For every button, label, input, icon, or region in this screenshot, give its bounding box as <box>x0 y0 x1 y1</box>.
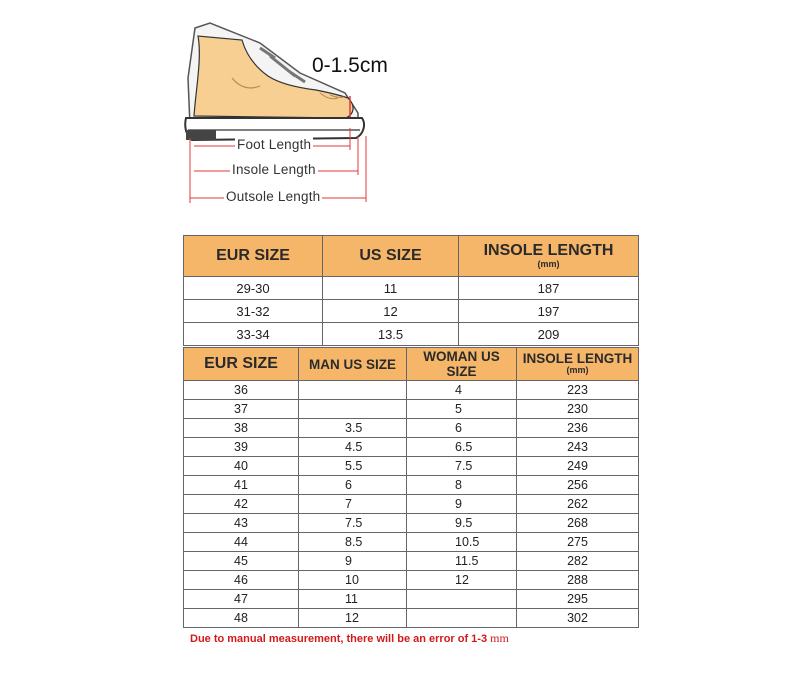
kids-size-table <box>183 235 639 346</box>
man-us-cell: 3.5 <box>299 419 407 438</box>
eur-cell: 45 <box>184 552 299 571</box>
woman-us-cell: 6 <box>407 419 517 438</box>
woman-us-cell: 4 <box>407 381 517 400</box>
table-row <box>184 381 639 400</box>
foot-in-shoe-icon <box>150 18 450 218</box>
us-size-header: US SIZE <box>323 236 459 277</box>
insole-cell: 187 <box>459 277 639 300</box>
man-us-cell: 7 <box>299 495 407 514</box>
woman-us-cell: 9 <box>407 495 517 514</box>
us-cell: 11 <box>323 277 459 300</box>
us-cell: 13.5 <box>323 323 459 346</box>
measurement-note <box>190 631 509 646</box>
eur-cell: 47 <box>184 590 299 609</box>
man-us-cell: 7.5 <box>299 514 407 533</box>
eur-cell: 40 <box>184 457 299 476</box>
man-us-cell <box>299 381 407 400</box>
eur-cell: 37 <box>184 400 299 419</box>
man-us-cell: 6 <box>299 476 407 495</box>
woman-us-cell: 12 <box>407 571 517 590</box>
table-row <box>184 609 639 628</box>
shoe-illustration <box>150 18 450 218</box>
kids-header-row <box>184 236 639 277</box>
eur-cell: 41 <box>184 476 299 495</box>
man-us-cell: 5.5 <box>299 457 407 476</box>
table-row <box>184 419 639 438</box>
eur-size-header: EUR SIZE <box>184 348 299 381</box>
insole-cell: 275 <box>517 533 639 552</box>
man-us-cell: 10 <box>299 571 407 590</box>
insole-cell: 230 <box>517 400 639 419</box>
woman-us-cell <box>407 609 517 628</box>
man-us-cell: 9 <box>299 552 407 571</box>
table-row <box>184 323 639 346</box>
measurement-note-unit: mm <box>490 631 509 645</box>
table-row <box>184 495 639 514</box>
table-row <box>184 552 639 571</box>
man-us-cell: 4.5 <box>299 438 407 457</box>
eur-cell: 39 <box>184 438 299 457</box>
man-us-cell <box>299 400 407 419</box>
insole-cell: 223 <box>517 381 639 400</box>
us-cell: 12 <box>323 300 459 323</box>
insole-cell: 295 <box>517 590 639 609</box>
table-row <box>184 300 639 323</box>
table-row <box>184 514 639 533</box>
eur-cell: 48 <box>184 609 299 628</box>
eur-cell: 44 <box>184 533 299 552</box>
eur-cell: 29-30 <box>184 277 323 300</box>
insole-length-title: INSOLE LENGTH <box>522 351 633 367</box>
eur-cell: 46 <box>184 571 299 590</box>
insole-cell: 262 <box>517 495 639 514</box>
table-row <box>184 590 639 609</box>
table-row <box>184 277 639 300</box>
insole-length-label: Insole Length <box>232 162 316 177</box>
man-us-cell: 12 <box>299 609 407 628</box>
eur-cell: 31-32 <box>184 300 323 323</box>
eur-size-header: EUR SIZE <box>184 236 323 277</box>
measurement-note-text: Due to manual measurement, there will be an error of 1-3 <box>190 633 491 645</box>
table-row <box>184 476 639 495</box>
insole-cell: 302 <box>517 609 639 628</box>
insole-cell: 288 <box>517 571 639 590</box>
insole-cell: 256 <box>517 476 639 495</box>
insole-cell: 282 <box>517 552 639 571</box>
eur-cell: 42 <box>184 495 299 514</box>
woman-us-cell: 11.5 <box>407 552 517 571</box>
woman-us-cell <box>407 590 517 609</box>
table-row <box>184 438 639 457</box>
outsole-length-label: Outsole Length <box>226 189 321 204</box>
woman-us-cell: 10.5 <box>407 533 517 552</box>
insole-length-unit: (mm) <box>537 258 560 269</box>
woman-us-size-header: WOMAN US SIZE <box>407 348 517 381</box>
man-us-size-header: MAN US SIZE <box>299 348 407 381</box>
insole-cell: 243 <box>517 438 639 457</box>
table-row <box>184 457 639 476</box>
table-row <box>184 400 639 419</box>
insole-cell: 197 <box>459 300 639 323</box>
insole-cell: 209 <box>459 323 639 346</box>
eur-cell: 38 <box>184 419 299 438</box>
man-us-cell: 8.5 <box>299 533 407 552</box>
woman-us-cell: 7.5 <box>407 457 517 476</box>
eur-cell: 43 <box>184 514 299 533</box>
insole-length-title: INSOLE LENGTH <box>483 241 614 259</box>
insole-cell: 268 <box>517 514 639 533</box>
adult-header-row <box>184 348 639 381</box>
woman-us-cell: 9.5 <box>407 514 517 533</box>
adult-size-table <box>183 347 639 628</box>
woman-us-cell: 8 <box>407 476 517 495</box>
woman-us-cell: 6.5 <box>407 438 517 457</box>
insole-length-header <box>459 236 639 277</box>
insole-cell: 249 <box>517 457 639 476</box>
eur-cell: 36 <box>184 381 299 400</box>
insole-length-unit: (mm) <box>566 365 589 376</box>
eur-cell: 33-34 <box>184 323 323 346</box>
table-row <box>184 533 639 552</box>
man-us-cell: 11 <box>299 590 407 609</box>
foot-length-label: Foot Length <box>237 137 312 152</box>
insole-cell: 236 <box>517 419 639 438</box>
table-row <box>184 571 639 590</box>
toe-gap-label: 0-1.5cm <box>312 54 388 77</box>
insole-length-header <box>517 348 639 381</box>
woman-us-cell: 5 <box>407 400 517 419</box>
